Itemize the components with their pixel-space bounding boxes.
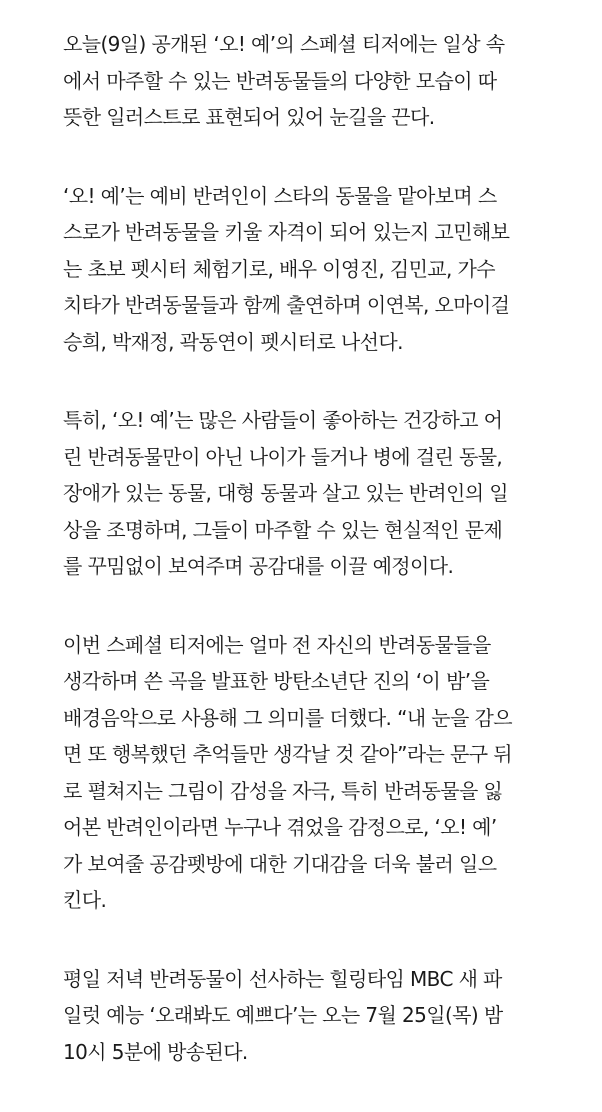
paragraph-line: 가 보여줄 공감펫방에 대한 기대감을 더욱 불러 일으 (63, 851, 497, 876)
paragraph-line: 어본 반려인이라면 누구나 겪었을 감정으로, ‘오! 예’ (63, 815, 497, 839)
paragraph-line: 생각하며 쓴 곡을 발표한 방탄소년단 진의 ‘이 밤’을 (63, 669, 490, 693)
paragraph-line: ‘오! 예’는 예비 반려인이 스타의 동물을 맡아보며 스 (63, 183, 497, 208)
paragraph-line: 스로가 반려동물을 키울 자격이 되어 있는지 고민해보 (63, 220, 510, 244)
paragraph-line: 로 펼쳐지는 그림이 감성을 자극, 특히 반려동물을 잃 (63, 778, 503, 803)
paragraph-line: 오늘(9일) 공개된 ‘오! 예’의 스페셜 티저에는 일상 속 (63, 32, 505, 56)
paragraph-line: 에서 마주할 수 있는 반려동물들의 다양한 모습이 따 (63, 68, 497, 93)
paragraph-line: 면 또 행복했던 추억들만 생각날 것 같아”라는 문구 뒤 (63, 742, 512, 766)
paragraph-line: 10시 5분에 방송된다. (63, 1039, 248, 1064)
paragraph-line: 승희, 박재정, 곽동연이 펫시터로 나선다. (63, 329, 403, 354)
paragraph-line: 특히, ‘오! 예’는 많은 사람들이 좋아하는 건강하고 어 (63, 408, 503, 432)
paragraph-line: 일럿 예능 ‘오래봐도 예쁘다’는 오는 7월 25일(목) 밤 (63, 1003, 503, 1027)
paragraph-line: 치타가 반려동물들과 함께 출연하며 이연복, 오마이걸 (63, 293, 510, 317)
paragraph-line: 장애가 있는 동물, 대형 동물과 살고 있는 반려인의 일 (63, 481, 508, 505)
paragraph-3 (63, 402, 602, 585)
paragraph-line: 는 초보 펫시터 체험기로, 배우 이영진, 김민교, 가수 (63, 256, 495, 281)
paragraph-5 (63, 961, 602, 1071)
paragraph-line: 킨다. (63, 888, 107, 912)
paragraph-1 (63, 26, 602, 136)
paragraph-line: 평일 저녁 반려동물이 선사하는 힐링타임 MBC 새 파 (63, 966, 502, 991)
paragraph-line: 상을 조명하며, 그들이 마주할 수 있는 현실적인 문제 (63, 517, 503, 542)
paragraph-line: 린 반려동물만이 아닌 나이가 들거나 병에 걸린 동물, (63, 444, 503, 469)
paragraph-2 (63, 178, 602, 361)
paragraph-line: 를 꾸밈없이 보여주며 공감대를 이끌 예정이다. (63, 554, 454, 578)
paragraph-line: 배경음악으로 사용해 그 의미를 더했다. “내 눈을 감으 (63, 705, 512, 730)
paragraph-4 (63, 627, 602, 919)
article-body (63, 26, 602, 1112)
paragraph-line: 뜻한 일러스트로 표현되어 있어 눈길을 끈다. (63, 105, 435, 129)
paragraph-line: 이번 스페셜 티저에는 얼마 전 자신의 반려동물들을 (63, 632, 491, 657)
